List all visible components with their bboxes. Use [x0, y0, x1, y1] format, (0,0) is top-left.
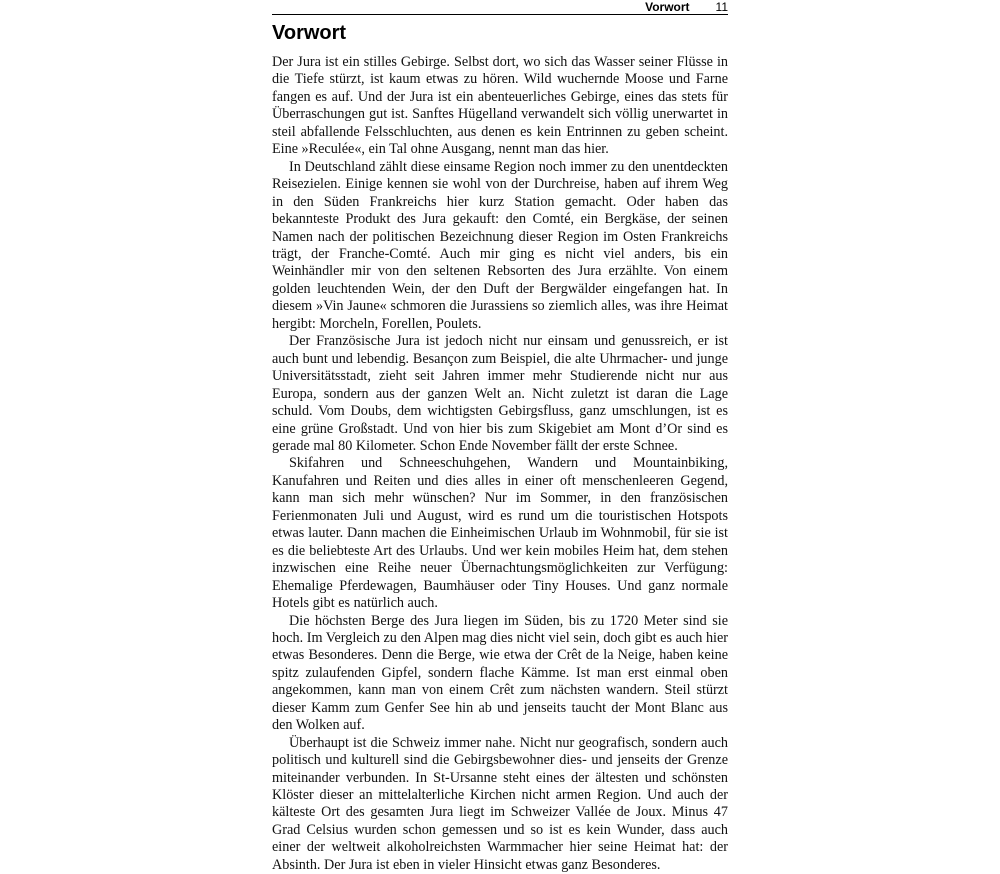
paragraph-1: Der Jura ist ein stilles Gebirge. Selbst dort, wo sich das Wasser seiner Flüsse in die Tiefe stürzt, ist kaum etwas zu hören. Wild wuchernde Moose und Farne fangen es auf. Und der Jura ist ein abenteuerliches Gebirge, eines das stets für Überraschungen gut ist. Sanftes Hügelland verwandelt sich völlig unerwartet in steil abfallende Felsschluchten, aus denen es kein Entrinnen zu geben scheint. Eine »Reculée«, ein Tal ohne Ausgang, nennt man das hier.: [272, 54, 728, 158]
paragraph-2: In Deutschland zählt diese einsame Region noch immer zu den unentdeckten Reisezielen. Einige kennen sie wohl von der Durchreise, haben auf ihrem Weg in den Süden Frankreichs hier kurz Station gemacht. Oder haben das bekannteste Produkt des Jura gekauft: den Comté, ein Bergkäse, der seinen Namen nach der politischen Bezeichnung dieser Region im Osten Frankreichs trägt, der Franche-Comté. Auch mir ging es nicht viel anders, bis ein Weinhändler mir von den seltenen Rebsorten des Jura erzählte. Von einem golden leuchtenden Wein, der den Duft der Bergwälder eingefangen hat. In diesem »Vin Jaune« schmoren die Jurassiens so ziemlich alles, was ihre Heimat hergibt: Morcheln, Forellen, Poulets.: [272, 158, 728, 332]
paragraph-6: Überhaupt ist die Schweiz immer nahe. Nicht nur geografisch, sondern auch politisch und kulturell sind die Gebirgsbewohner dies- und jenseits der Grenze miteinander verbunden. In St-Ursanne steht eines der ältesten und schönsten Klöster dieser an mittelalterliche Kirchen nicht armen Region. Und auch der kälteste Ort des gesamten Jura liegt im Schweizer Vallée de Joux. Minus 47 Grad Celsius wurden schon gemessen und so ist es kein Wunder, dass auch einer der weltweit alkoholreichsten Warmmacher hier seine Heimat hat: der Absinth. Der Jura ist eben in vieler Hinsicht etwas ganz Besonderes.: [272, 734, 728, 873]
running-head: [272, 0, 728, 15]
paragraph-5: Die höchsten Berge des Jura liegen im Süden, bis zu 1720 Meter sind sie hoch. Im Vergleich zu den Alpen mag dies nicht viel sein, doch gibt es auch hier etwas Besonderes. Denn die Berge, wie etwa der Crêt de la Neige, haben keine spitz zulaufenden Gipfel, sondern flache Kämme. Ist man erst einmal oben angekommen, kann man von einem Crêt zum nächsten wandern. Steil stürzt dieser Kamm zum Genfer See hin ab und jenseits taucht der Mont Blanc aus den Wolken auf.: [272, 612, 728, 734]
page-number: 11: [715, 0, 728, 14]
body-text: [272, 54, 728, 874]
running-head-title: Vorwort: [645, 0, 690, 14]
chapter-heading: Vorwort: [272, 22, 347, 44]
paragraph-3: Der Französische Jura ist jedoch nicht nur einsam und genussreich, er ist auch bunt und lebendig. Besançon zum Beispiel, die alte Uhrmacher- und junge Universitätsstadt, zieht seit Jahren immer mehr Studierende nicht nur aus Europa, sondern aus der ganzen Welt an. Nicht zuletzt ist daran die Lage schuld. Vom Doubs, dem wichtigsten Gebirgsfluss, ganz umschlungen, ist es eine grüne Großstadt. Und von hier bis zum Skigebiet am Mont d’Or sind es gerade mal 80 Kilometer. Schon Ende November fällt der erste Schnee.: [272, 333, 728, 454]
book-page: [272, 0, 728, 874]
paragraph-4: Skifahren und Schneeschuhgehen, Wandern und Mountainbiking, Kanufahren und Reiten und dies alles in einer oft menschenleeren Gegend, kann man sich mehr wünschen? Nur im Sommer, in den französischen Ferienmonaten Juli und August, wird es rund um die touristischen Hotspots etwas lauter. Dann machen die Einheimischen Urlaub im Wohnmobil, für sie ist es die beliebteste Art des Urlaubs. Und wer kein mobiles Heim hat, dem stehen inzwischen eine Reihe neuer Übernachtungsmöglichkeiten zur Verfügung: Ehemalige Pferdewagen, Baumhäuser oder Tiny Houses. Und ganz normale Hotels gibt es natürlich auch.: [272, 455, 728, 612]
